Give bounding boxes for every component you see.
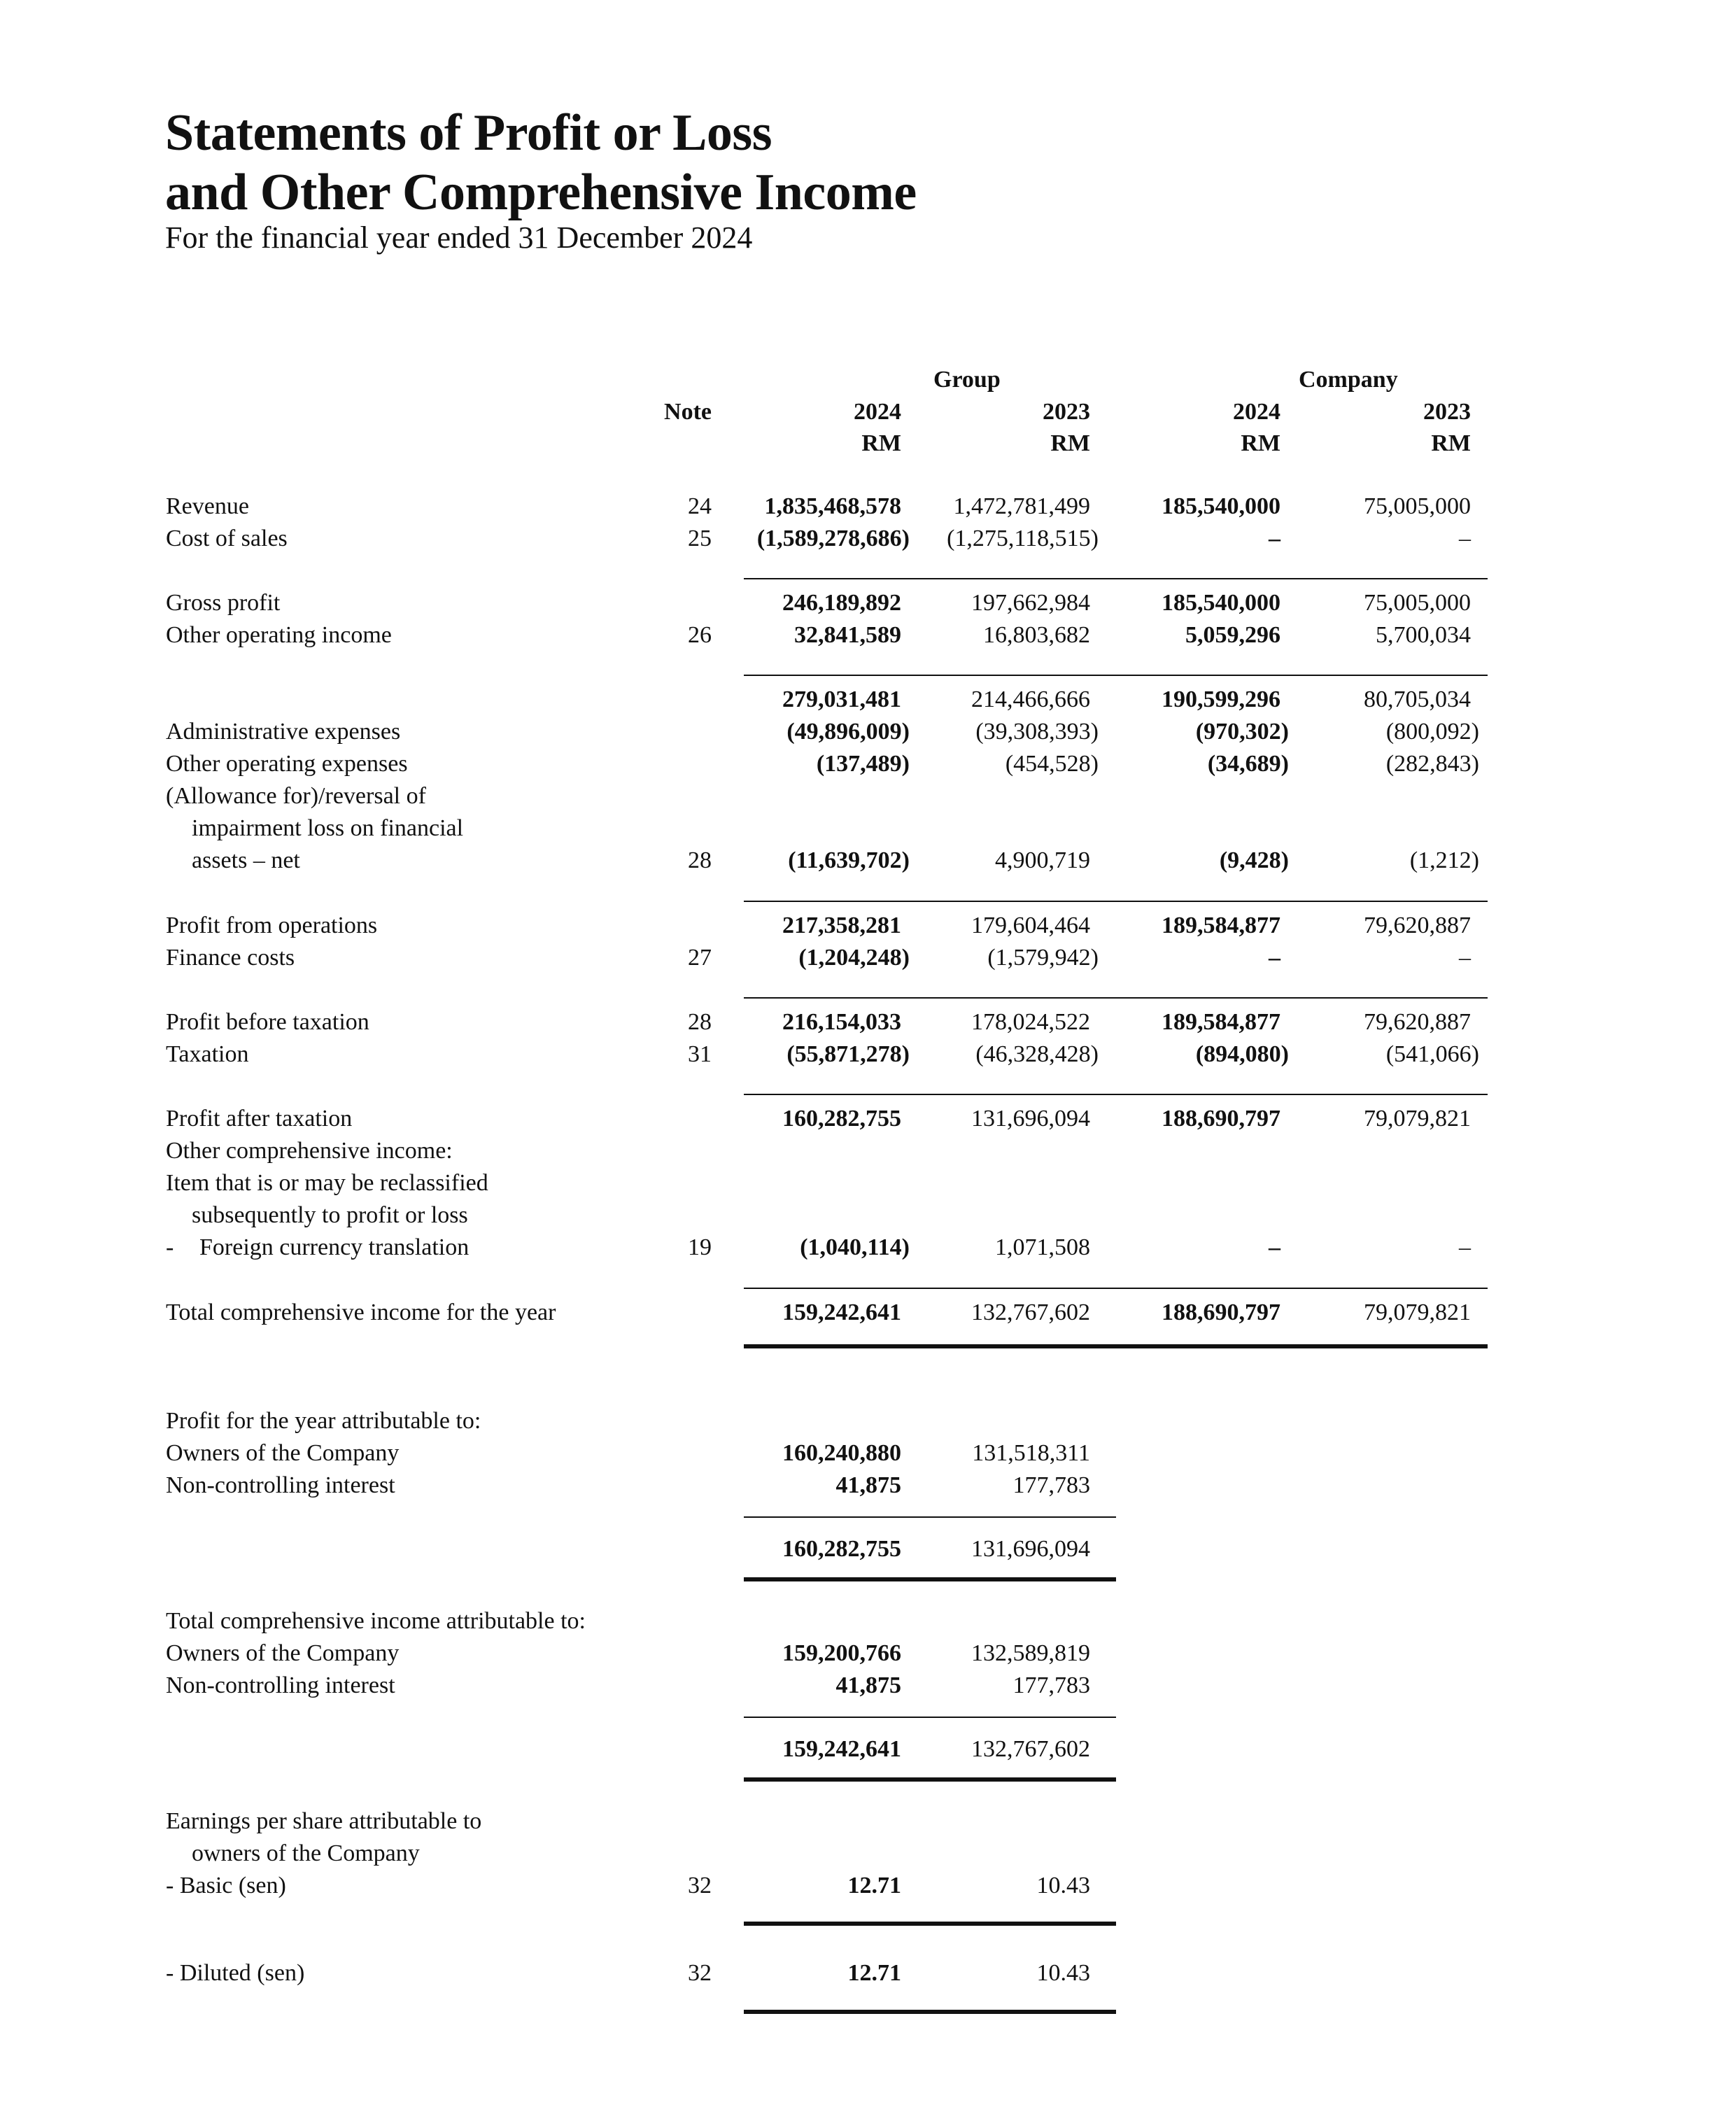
note-ref: 27 xyxy=(688,945,712,971)
value-company-2024: 188,690,797 xyxy=(1162,1299,1280,1325)
value-group-2023: (46,328,428) xyxy=(975,1041,1099,1067)
value-group-2024: 160,282,755 xyxy=(782,1106,901,1132)
value-group-2023: 4,900,719 xyxy=(995,847,1090,873)
value-group-2024: 246,189,892 xyxy=(782,590,901,616)
value-company-2024: 189,584,877 xyxy=(1162,912,1280,938)
value-company-2023: 80,705,034 xyxy=(1364,686,1471,712)
value-company-2024: (9,428) xyxy=(1219,847,1289,873)
value-group-2024: 32,841,589 xyxy=(794,622,901,648)
profit-attributable-heading: Profit for the year attributable to: xyxy=(166,1408,481,1434)
row-label: Non-controlling interest xyxy=(166,1672,395,1698)
value-group-2024: 12.71 xyxy=(847,1873,901,1898)
total-double-rule xyxy=(744,2010,1116,2014)
oci-item-line-2: subsequently to profit or loss xyxy=(192,1202,468,1228)
value-group-2024: 41,875 xyxy=(835,1472,901,1498)
value-company-2024: – xyxy=(1269,526,1280,551)
year-header-group-2023: 2023 xyxy=(1043,399,1090,425)
page-title-line-1: Statements of Profit or Loss xyxy=(165,104,772,162)
value-company-2023: (1,212) xyxy=(1409,847,1479,873)
value-group-2023: 1,472,781,499 xyxy=(953,493,1090,519)
value-group-2024: 159,242,641 xyxy=(782,1736,901,1762)
row-label: Other operating expenses xyxy=(166,751,408,777)
value-group-2024: (49,896,009) xyxy=(786,719,910,745)
value-group-2023: 131,518,311 xyxy=(972,1440,1090,1466)
total-double-rule xyxy=(744,1577,1116,1581)
eps-heading-line-2: owners of the Company xyxy=(192,1840,420,1866)
value-group-2023: 197,662,984 xyxy=(971,590,1090,616)
value-group-2023: 16,803,682 xyxy=(983,622,1090,648)
value-group-2023: 214,466,666 xyxy=(971,686,1090,712)
currency-header-company-2024: RM xyxy=(1241,430,1280,456)
value-group-2023: (39,308,393) xyxy=(975,719,1099,745)
value-group-2024: 217,358,281 xyxy=(782,912,901,938)
note-ref: 26 xyxy=(688,622,712,648)
value-company-2023: 79,079,821 xyxy=(1364,1299,1471,1325)
value-group-2024: 159,242,641 xyxy=(782,1299,901,1325)
value-company-2024: 5,059,296 xyxy=(1185,622,1280,648)
value-group-2023: 178,024,522 xyxy=(971,1009,1090,1035)
year-header-company-2024: 2024 xyxy=(1233,399,1280,425)
value-company-2024: – xyxy=(1269,945,1280,971)
year-header-company-2023: 2023 xyxy=(1423,399,1471,425)
row-label: Profit before taxation xyxy=(166,1009,369,1035)
total-double-rule xyxy=(744,1922,1116,1926)
tci-attributable-heading: Total comprehensive income attributable to: xyxy=(166,1608,586,1634)
row-label-line-3: assets – net xyxy=(192,847,300,873)
value-company-2024: 185,540,000 xyxy=(1162,590,1280,616)
row-label: Non-controlling interest xyxy=(166,1472,395,1498)
value-group-2023: 131,696,094 xyxy=(971,1106,1090,1132)
value-group-2024: (55,871,278) xyxy=(786,1041,910,1067)
note-ref: 32 xyxy=(688,1873,712,1898)
subtotal-rule xyxy=(744,1094,1488,1095)
value-company-2023: (800,092) xyxy=(1385,719,1479,745)
row-label: Taxation xyxy=(166,1041,249,1067)
value-group-2024: 216,154,033 xyxy=(782,1009,901,1035)
page-subtitle: For the financial year ended 31 December 2024 xyxy=(165,220,753,255)
eps-heading-line-1: Earnings per share attributable to xyxy=(166,1808,482,1834)
page-title-line-2: and Other Comprehensive Income xyxy=(165,164,917,221)
value-group-2023: 10.43 xyxy=(1036,1960,1090,1986)
company-column-header: Company xyxy=(1299,367,1398,393)
row-label: Gross profit xyxy=(166,590,281,616)
oci-heading: Other comprehensive income: xyxy=(166,1138,453,1164)
value-group-2024: (1,589,278,686) xyxy=(756,526,910,551)
subtotal-rule xyxy=(744,901,1488,902)
currency-header-company-2023: RM xyxy=(1431,430,1471,456)
value-company-2023: – xyxy=(1459,945,1471,971)
row-label: Profit after taxation xyxy=(166,1106,353,1132)
group-column-header: Group xyxy=(933,367,1001,393)
subtotal-rule xyxy=(744,997,1488,999)
row-label: Owners of the Company xyxy=(166,1640,400,1666)
value-company-2023: 75,005,000 xyxy=(1364,590,1471,616)
note-ref: 25 xyxy=(688,526,712,551)
note-ref: 28 xyxy=(688,847,712,873)
subtotal-rule xyxy=(744,675,1488,676)
note-ref: 31 xyxy=(688,1041,712,1067)
value-company-2024: 190,599,296 xyxy=(1162,686,1280,712)
note-ref: 32 xyxy=(688,1960,712,1986)
value-group-2024: 279,031,481 xyxy=(782,686,901,712)
value-company-2024: (894,080) xyxy=(1195,1041,1289,1067)
value-company-2023: – xyxy=(1459,1234,1471,1260)
value-group-2024: (1,204,248) xyxy=(798,945,910,971)
note-ref: 24 xyxy=(688,493,712,519)
note-ref: 28 xyxy=(688,1009,712,1035)
value-company-2024: (970,302) xyxy=(1195,719,1289,745)
row-label: - Diluted (sen) xyxy=(166,1960,305,1986)
note-column-header: Note xyxy=(664,399,712,425)
row-label: Owners of the Company xyxy=(166,1440,400,1466)
row-label: Cost of sales xyxy=(166,526,288,551)
value-group-2023: 179,604,464 xyxy=(971,912,1090,938)
value-company-2023: 79,620,887 xyxy=(1364,912,1471,938)
value-company-2024: – xyxy=(1269,1234,1280,1260)
value-group-2023: 177,783 xyxy=(1012,1672,1090,1698)
total-double-rule xyxy=(744,1777,1116,1782)
value-company-2023: 79,620,887 xyxy=(1364,1009,1471,1035)
value-company-2024: 188,690,797 xyxy=(1162,1106,1280,1132)
value-group-2024: 160,282,755 xyxy=(782,1536,901,1562)
value-group-2023: 131,696,094 xyxy=(971,1536,1090,1562)
note-ref: 19 xyxy=(688,1234,712,1260)
currency-header-group-2024: RM xyxy=(861,430,901,456)
value-group-2023: 10.43 xyxy=(1036,1873,1090,1898)
row-label: Administrative expenses xyxy=(166,719,401,745)
row-label-line-2: impairment loss on financial xyxy=(192,815,464,841)
value-company-2023: – xyxy=(1459,526,1471,551)
bullet-dash: - xyxy=(166,1234,174,1260)
value-group-2023: (1,275,118,515) xyxy=(947,526,1099,551)
value-group-2024: (1,040,114) xyxy=(800,1234,910,1260)
value-group-2024: 160,240,880 xyxy=(782,1440,901,1466)
row-label: - Basic (sen) xyxy=(166,1873,286,1898)
oci-item-line-1: Item that is or may be reclassified xyxy=(166,1170,488,1196)
value-group-2023: 132,589,819 xyxy=(971,1640,1090,1666)
value-group-2023: (454,528) xyxy=(1005,751,1099,777)
row-label: Other operating income xyxy=(166,622,392,648)
value-company-2023: 5,700,034 xyxy=(1376,622,1471,648)
subtotal-rule xyxy=(744,1288,1488,1289)
value-group-2024: 12.71 xyxy=(847,1960,901,1986)
value-group-2023: 1,071,508 xyxy=(995,1234,1090,1260)
value-group-2024: 1,835,468,578 xyxy=(764,493,901,519)
value-company-2024: 189,584,877 xyxy=(1162,1009,1280,1035)
value-company-2023: (541,066) xyxy=(1385,1041,1479,1067)
value-group-2023: 132,767,602 xyxy=(971,1736,1090,1762)
value-group-2024: 41,875 xyxy=(835,1672,901,1698)
year-header-group-2024: 2024 xyxy=(854,399,901,425)
subtotal-rule xyxy=(744,578,1488,579)
value-group-2024: (11,639,702) xyxy=(788,847,910,873)
currency-header-group-2023: RM xyxy=(1050,430,1090,456)
row-label: Revenue xyxy=(166,493,249,519)
value-group-2023: 132,767,602 xyxy=(971,1299,1090,1325)
value-company-2023: 79,079,821 xyxy=(1364,1106,1471,1132)
value-group-2024: 159,200,766 xyxy=(782,1640,901,1666)
value-group-2023: 177,783 xyxy=(1012,1472,1090,1498)
value-company-2024: 185,540,000 xyxy=(1162,493,1280,519)
value-group-2024: (137,489) xyxy=(816,751,910,777)
row-label: Foreign currency translation xyxy=(199,1234,470,1260)
value-company-2023: (282,843) xyxy=(1385,751,1479,777)
row-label: Finance costs xyxy=(166,945,295,971)
row-label-line-1: (Allowance for)/reversal of xyxy=(166,783,426,809)
row-label: Profit from operations xyxy=(166,912,378,938)
subtotal-rule xyxy=(744,1717,1116,1718)
value-company-2024: (34,689) xyxy=(1207,751,1289,777)
subtotal-rule xyxy=(744,1516,1116,1518)
value-group-2023: (1,579,942) xyxy=(987,945,1099,971)
total-double-rule xyxy=(744,1344,1488,1348)
row-label: Total comprehensive income for the year xyxy=(166,1299,556,1325)
value-company-2023: 75,005,000 xyxy=(1364,493,1471,519)
